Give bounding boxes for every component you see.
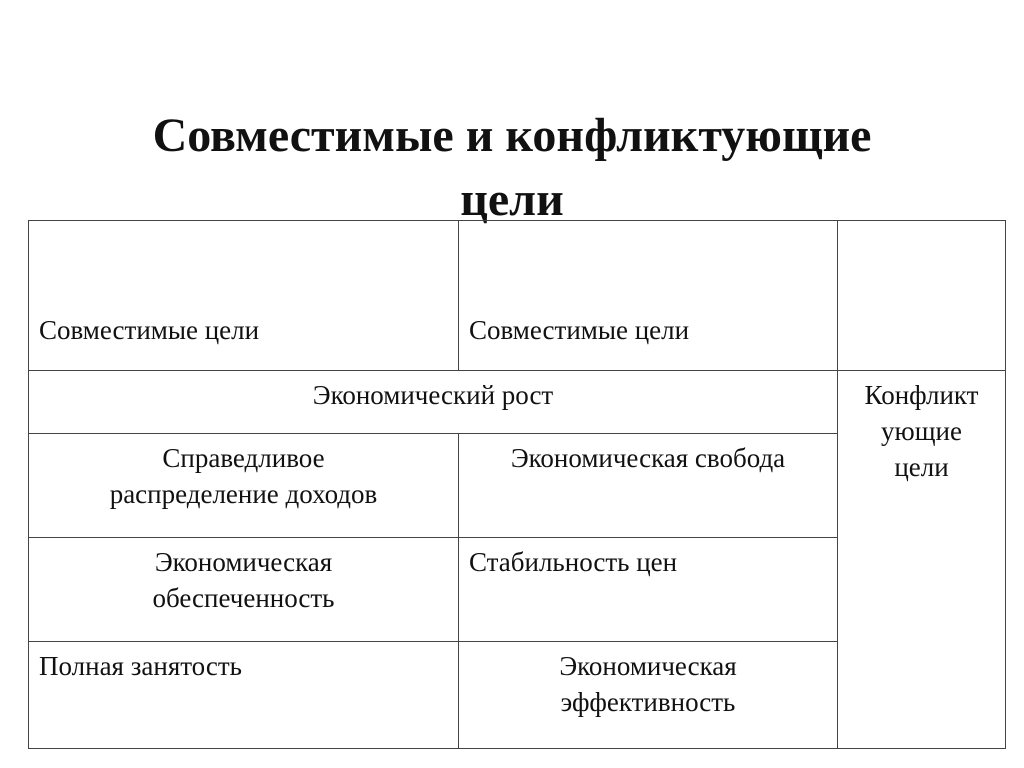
cell-line: обеспеченность xyxy=(152,583,335,613)
goals-table xyxy=(28,220,1006,749)
conflicting-line-1: Конфликт xyxy=(864,380,979,410)
header-compatible-goals-1: Совместимые цели xyxy=(29,221,459,371)
cell-line: Полная занятость xyxy=(39,651,242,681)
cell-line: Экономическая xyxy=(154,547,333,577)
economic-efficiency-cell xyxy=(459,642,838,749)
title-line-1: Совместимые и конфликтующие xyxy=(152,109,872,163)
price-stability-cell xyxy=(459,538,838,642)
conflicting-line-3: цели xyxy=(894,452,949,482)
cell-line: распределение доходов xyxy=(109,479,378,509)
header-empty-cell xyxy=(838,221,1006,371)
cell-line: Справедливое xyxy=(162,443,325,473)
table-header-row xyxy=(29,221,1006,371)
fair-income-distribution-cell xyxy=(29,434,459,538)
economic-growth-cell: Экономический рост xyxy=(29,371,838,434)
cell-line: эффективность xyxy=(560,687,736,717)
cell-line: Стабильность цен xyxy=(469,547,678,577)
cell-line: Экономическая свобода xyxy=(510,443,786,473)
full-employment-cell xyxy=(29,642,459,749)
economic-freedom-cell xyxy=(459,434,838,538)
page-title xyxy=(0,104,1024,232)
header-compatible-goals-2: Совместимые цели xyxy=(459,221,838,371)
title-line-2: цели xyxy=(460,173,564,227)
conflicting-goals-cell xyxy=(838,371,1006,749)
economic-security-cell xyxy=(29,538,459,642)
table-row xyxy=(29,371,1006,434)
cell-line: Экономическая xyxy=(559,651,737,681)
conflicting-line-2: ующие xyxy=(881,416,962,446)
